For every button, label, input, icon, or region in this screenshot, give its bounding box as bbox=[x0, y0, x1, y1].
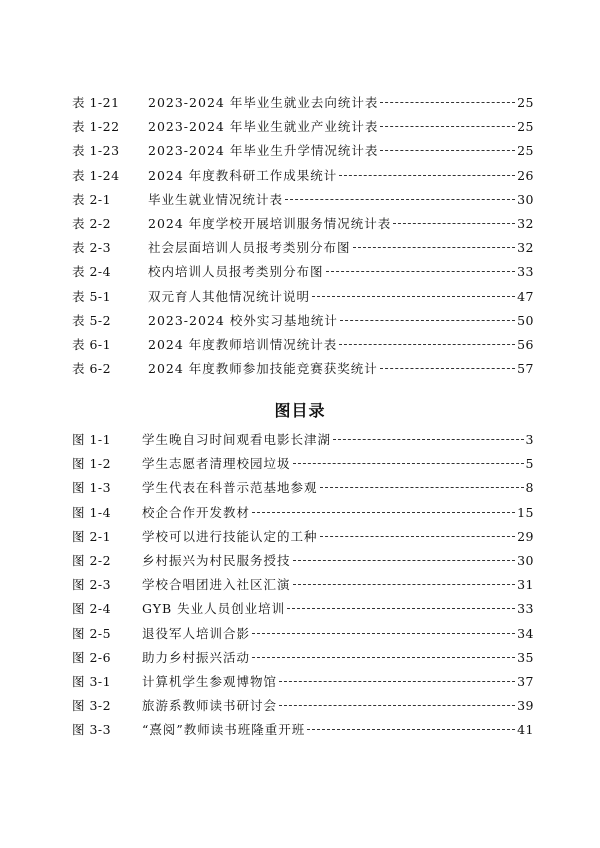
entry-page-number: 25 bbox=[517, 143, 534, 159]
entry-label: 表 6-1 bbox=[72, 336, 112, 352]
entry-label: 表 1-23 bbox=[72, 143, 120, 159]
entry-title: 社会层面培训人员报考类别分布图 bbox=[148, 240, 351, 256]
entry-label: 图 1-1 bbox=[72, 432, 112, 447]
entry-label: 表 2-3 bbox=[72, 240, 112, 256]
figure-list-entry[interactable] bbox=[72, 476, 534, 500]
dot-leader bbox=[287, 608, 515, 609]
entry-label: 表 2-4 bbox=[72, 264, 112, 280]
figure-list-entry[interactable] bbox=[72, 670, 534, 694]
dot-leader bbox=[353, 247, 516, 248]
entry-page-number: 25 bbox=[517, 95, 534, 110]
entry-label: 图 1-3 bbox=[72, 480, 112, 496]
dot-leader bbox=[312, 296, 515, 297]
entry-title: 2024 年度教师参加技能竞赛获奖统计 bbox=[148, 361, 378, 377]
dot-leader bbox=[339, 175, 515, 176]
entry-page-number: 50 bbox=[517, 312, 534, 328]
entry-label: 表 1-21 bbox=[72, 95, 120, 110]
figure-list-entry[interactable] bbox=[72, 646, 534, 670]
entry-page-number: 35 bbox=[517, 649, 534, 665]
entry-label: 表 5-1 bbox=[72, 288, 112, 304]
table-list-entry[interactable] bbox=[72, 236, 534, 260]
entry-label: 图 3-2 bbox=[72, 698, 112, 714]
entry-page-number: 34 bbox=[517, 625, 534, 641]
entry-label: 图 2-2 bbox=[72, 552, 112, 568]
table-list-entry[interactable] bbox=[72, 333, 534, 357]
entry-page-number: 56 bbox=[517, 336, 534, 352]
entry-title: 学校可以进行技能认定的工种 bbox=[142, 528, 318, 544]
entry-page-number: 31 bbox=[517, 577, 534, 593]
figure-list-entry[interactable] bbox=[72, 525, 534, 549]
entry-title: 学生志愿者清理校园垃圾 bbox=[142, 456, 291, 472]
dot-leader bbox=[380, 126, 515, 127]
entry-title: 助力乡村振兴活动 bbox=[142, 649, 251, 665]
entry-page-number: 41 bbox=[517, 722, 534, 738]
figure-list-entry[interactable] bbox=[72, 501, 534, 525]
entry-title: 2023-2024 年毕业生就业去向统计表 bbox=[148, 95, 379, 110]
entry-title: 2023-2024 校外实习基地统计 bbox=[148, 312, 338, 328]
dot-leader bbox=[285, 199, 515, 200]
entry-title: 2024 年度教师培训情况统计表 bbox=[148, 336, 338, 352]
entry-page-number: 3 bbox=[525, 432, 534, 447]
dot-leader bbox=[333, 439, 524, 440]
entry-label: 表 1-22 bbox=[72, 119, 120, 135]
dot-leader bbox=[279, 681, 515, 682]
entry-page-number: 47 bbox=[517, 288, 534, 304]
entry-page-number: 8 bbox=[525, 480, 534, 496]
entry-title: 计算机学生参观博物馆 bbox=[142, 673, 278, 689]
figure-list-entry[interactable] bbox=[72, 549, 534, 573]
entry-label: 表 2-2 bbox=[72, 215, 112, 231]
entry-page-number: 30 bbox=[517, 552, 534, 568]
entry-page-number: 33 bbox=[517, 601, 534, 617]
figure-list-heading: 图目录 bbox=[274, 401, 326, 420]
table-list-entry[interactable] bbox=[72, 212, 534, 236]
dot-leader bbox=[293, 584, 516, 585]
entry-label: 图 2-5 bbox=[72, 625, 112, 641]
dot-leader bbox=[320, 536, 516, 537]
entry-title: 退役军人培训合影 bbox=[142, 625, 251, 641]
entry-title: 校企合作开发教材 bbox=[142, 504, 251, 520]
entry-title: 学校合唱团进入社区汇演 bbox=[142, 577, 291, 593]
entry-title: 校内培训人员报考类别分布图 bbox=[148, 264, 324, 280]
entry-label: 图 1-4 bbox=[72, 504, 112, 520]
entry-page-number: 30 bbox=[517, 191, 534, 207]
table-list-entry[interactable] bbox=[72, 164, 534, 188]
entry-title: 2024 年度教科研工作成果统计 bbox=[148, 167, 338, 183]
entry-page-number: 33 bbox=[517, 264, 534, 280]
entry-label: 图 2-6 bbox=[72, 649, 112, 665]
figure-list-entry[interactable] bbox=[72, 452, 534, 476]
entry-page-number: 32 bbox=[517, 215, 534, 231]
figure-list-entry[interactable] bbox=[72, 694, 534, 718]
entry-page-number: 15 bbox=[517, 504, 534, 520]
entry-page-number: 39 bbox=[517, 698, 534, 714]
dot-leader bbox=[307, 729, 515, 730]
entry-label: 图 2-4 bbox=[72, 601, 112, 617]
figure-list-entry[interactable] bbox=[72, 428, 534, 452]
entry-page-number: 25 bbox=[517, 119, 534, 135]
dot-leader bbox=[252, 633, 515, 634]
dot-leader bbox=[339, 344, 515, 345]
entry-label: 图 3-3 bbox=[72, 722, 112, 738]
dot-leader bbox=[380, 150, 515, 151]
dot-leader bbox=[320, 487, 524, 488]
table-list-entry[interactable] bbox=[72, 188, 534, 212]
entry-page-number: 29 bbox=[517, 528, 534, 544]
entry-title: GYB 失业人员创业培训 bbox=[142, 601, 286, 617]
dot-leader bbox=[380, 102, 515, 103]
entry-label: 表 5-2 bbox=[72, 312, 112, 328]
dot-leader bbox=[326, 271, 516, 272]
entry-label: 表 6-2 bbox=[72, 361, 112, 377]
table-list-entry[interactable] bbox=[72, 309, 534, 333]
figure-list-entry[interactable] bbox=[72, 622, 534, 646]
entry-label: 表 2-1 bbox=[72, 191, 112, 207]
table-list-entry[interactable] bbox=[72, 285, 534, 309]
entry-title: 双元育人其他情况统计说明 bbox=[148, 288, 311, 304]
table-of-tables bbox=[72, 91, 534, 381]
entry-page-number: 57 bbox=[517, 361, 534, 377]
table-list-entry[interactable] bbox=[72, 260, 534, 284]
dot-leader bbox=[340, 320, 515, 321]
entry-title: 2023-2024 年毕业生就业产业统计表 bbox=[148, 119, 379, 135]
dot-leader bbox=[279, 705, 515, 706]
table-list-entry[interactable] bbox=[72, 91, 534, 115]
entry-title: 学生晚自习时间观看电影长津湖 bbox=[142, 432, 332, 447]
entry-label: 图 2-1 bbox=[72, 528, 112, 544]
entry-label: 图 1-2 bbox=[72, 456, 112, 472]
dot-leader bbox=[293, 463, 524, 464]
entry-page-number: 37 bbox=[517, 673, 534, 689]
table-of-figures bbox=[72, 428, 534, 742]
entry-title: 毕业生就业情况统计表 bbox=[148, 191, 284, 207]
figure-list-entry[interactable] bbox=[72, 573, 534, 597]
table-list-entry[interactable] bbox=[72, 115, 534, 139]
figure-list-entry[interactable] bbox=[72, 718, 534, 742]
entry-title: 旅游系教师读书研讨会 bbox=[142, 698, 278, 714]
entry-label: 图 3-1 bbox=[72, 673, 112, 689]
entry-title: 2024 年度学校开展培训服务情况统计表 bbox=[148, 215, 392, 231]
entry-page-number: 32 bbox=[517, 240, 534, 256]
entry-title: 学生代表在科普示范基地参观 bbox=[142, 480, 318, 496]
entry-title: 乡村振兴为村民服务授技 bbox=[142, 552, 291, 568]
dot-leader bbox=[380, 368, 515, 369]
dot-leader bbox=[393, 223, 515, 224]
entry-page-number: 5 bbox=[525, 456, 534, 472]
entry-page-number: 26 bbox=[517, 167, 534, 183]
table-list-entry[interactable] bbox=[72, 139, 534, 163]
table-list-entry[interactable] bbox=[72, 357, 534, 381]
figure-list-entry[interactable] bbox=[72, 597, 534, 621]
entry-title: “熹阅”教师读书班隆重开班 bbox=[142, 722, 306, 738]
entry-title: 2023-2024 年毕业生升学情况统计表 bbox=[148, 143, 379, 159]
entry-label: 图 2-3 bbox=[72, 577, 112, 593]
dot-leader bbox=[252, 657, 515, 658]
entry-label: 表 1-24 bbox=[72, 167, 120, 183]
dot-leader bbox=[293, 560, 516, 561]
dot-leader bbox=[252, 512, 515, 513]
